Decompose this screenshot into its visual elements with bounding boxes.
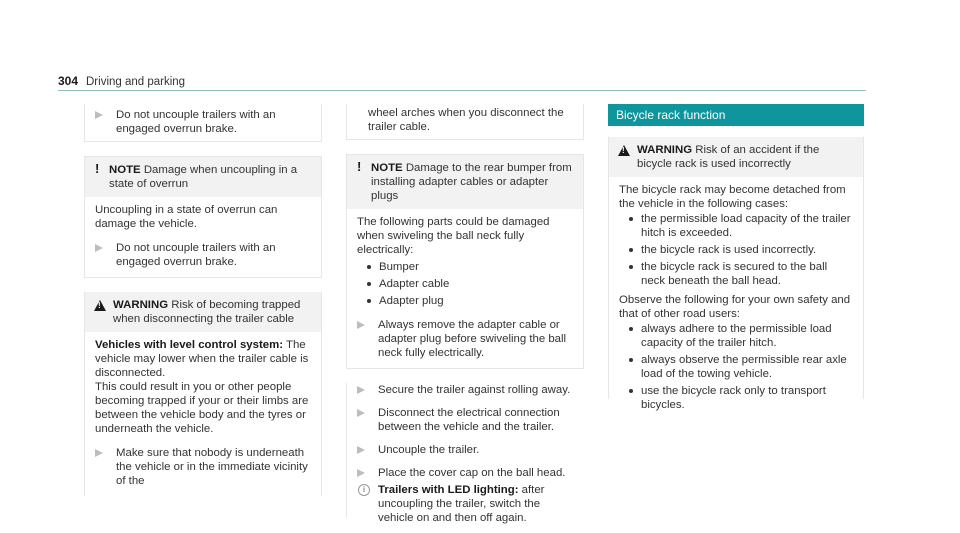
step-arrow-icon [95, 449, 103, 457]
list-item-text: use the bicycle rack only to transport bicycles. [641, 385, 826, 411]
step-arrow-icon [357, 446, 365, 454]
warning-header [609, 137, 863, 177]
list-item [619, 243, 854, 257]
step [95, 241, 312, 269]
note-body [347, 209, 583, 368]
list-item [357, 260, 574, 274]
page-header-title: Driving and parking [86, 76, 186, 88]
step-text: Uncouple the trailer. [378, 444, 480, 456]
step-arrow-icon [357, 321, 365, 329]
column-3 [608, 104, 864, 411]
step-text: Secure the trailer against rolling away. [378, 384, 571, 396]
step [95, 108, 313, 136]
list-item [357, 294, 574, 308]
list-item [619, 212, 854, 240]
note-head-text: Damage when uncoupling in a state of overrun [109, 164, 298, 190]
warning-triangle-icon [94, 300, 106, 311]
note-header [85, 157, 321, 197]
continued-step-text: wheel arches when you disconnect the trailer cable. [368, 107, 564, 133]
bullet-list [619, 322, 854, 412]
warning-box [608, 137, 864, 411]
list-item-text: the permissible load capacity of the trailer hitch is exceeded. [641, 213, 851, 239]
bullet-icon [629, 248, 633, 252]
info-text: after uncoupling the trailer, switch the vehicle on and then off again. [378, 484, 545, 524]
bullet-icon [367, 299, 371, 303]
warning-body [609, 177, 863, 420]
step-text: Disconnect the electrical connection between the vehicle and the trailer. [378, 407, 560, 433]
steps-box [346, 383, 584, 524]
warning-head-text: Risk of becoming trapped when disconnecting the trailer cable [113, 299, 301, 325]
step [357, 406, 576, 434]
step-arrow-icon [357, 469, 365, 477]
list-item-text: always observe the permissible rear axle load of the towing vehicle. [641, 354, 847, 380]
exclamation-icon: ! [95, 161, 100, 176]
warning-box [84, 292, 322, 496]
step-text: Do not uncouple trailers with an engaged overrun brake. [116, 242, 276, 268]
note-head-text: Damage to the rear bumper from installing adapter cables or adapter plugs [371, 162, 572, 202]
list-item-text: Adapter plug [379, 295, 444, 307]
bullet-icon [629, 265, 633, 269]
column-2 [346, 104, 584, 524]
warning-head-text: Risk of an accident if the bicycle rack is used incorrectly [637, 144, 820, 170]
warning-lead-text: The vehicle may lower when the trailer cable is disconnected. [95, 339, 309, 379]
top-step-box [84, 104, 322, 142]
warning-keyword: WARNING [113, 299, 169, 311]
step [357, 466, 576, 480]
warning-header [85, 292, 321, 332]
info-note [357, 483, 576, 525]
note-body-text: Uncoupling in a state of overrun can damage the vehicle. [95, 204, 278, 230]
step-text: Place the cover cap on the ball head. [378, 467, 566, 479]
list-item-text: always adhere to the permissible load capacity of the trailer hitch. [641, 323, 832, 349]
bullet-icon [629, 327, 633, 331]
column-1 [84, 104, 322, 496]
warning-triangle-icon [618, 145, 630, 156]
bullet-list [357, 260, 574, 308]
step-text: Always remove the adapter cable or adapter plug before swiveling the ball neck fully electrically. [378, 319, 567, 359]
list-item [619, 322, 854, 350]
list-item [619, 353, 854, 381]
warning-paragraph: This could result in you or other people becoming trapped if your or their limbs are between the vehicle body and the tyres or underneath the vehicle. [95, 381, 309, 435]
step [95, 446, 312, 488]
step-arrow-icon [357, 386, 365, 394]
step [357, 383, 576, 397]
warning-keyword: WARNING [637, 144, 693, 156]
section-title: Bicycle rack function [608, 104, 864, 126]
note-body [85, 197, 321, 277]
bullet-icon [629, 217, 633, 221]
list-item-text: Bumper [379, 261, 419, 273]
bullet-list [619, 212, 854, 288]
list-item-text: Adapter cable [379, 278, 450, 290]
exclamation-icon: ! [357, 159, 362, 174]
step [357, 443, 576, 457]
warning-intro: The bicycle rack may become detached from the vehicle in the following cases: [619, 184, 846, 210]
bullet-icon [629, 358, 633, 362]
step-arrow-icon [357, 409, 365, 417]
step-arrow-icon [95, 111, 103, 119]
info-bold-lead: Trailers with LED lighting: [378, 484, 519, 496]
warning-bold-lead: Vehicles with level control system: [95, 339, 284, 351]
page-number: 304 [58, 74, 79, 88]
warning-lead [95, 338, 312, 380]
continued-step-box [346, 104, 584, 140]
note-keyword: NOTE [109, 164, 141, 176]
step [357, 318, 574, 360]
list-item-text: the bicycle rack is used incorrectly. [641, 244, 817, 256]
bullet-icon [629, 389, 633, 393]
list-item [357, 277, 574, 291]
list-item [619, 384, 854, 412]
note-box [84, 156, 322, 278]
note-header [347, 155, 583, 209]
note-body-text: The following parts could be damaged when swiveling the ball neck fully electrically: [357, 216, 550, 256]
note-box [346, 154, 584, 369]
bullet-icon [367, 265, 371, 269]
info-icon: i [358, 484, 370, 496]
warning-body [85, 332, 321, 496]
note-keyword: NOTE [371, 162, 403, 174]
list-item [619, 260, 854, 288]
bullet-icon [367, 282, 371, 286]
header-divider [58, 90, 866, 91]
step-text: Do not uncouple trailers with an engaged overrun brake. [116, 109, 276, 135]
list-item-text: the bicycle rack is secured to the ball neck beneath the ball head. [641, 261, 828, 287]
warning-intro-2: Observe the following for your own safety and that of other road users: [619, 294, 851, 320]
step-arrow-icon [95, 244, 103, 252]
step-text: Make sure that nobody is underneath the vehicle or in the immediate vicinity of the [116, 447, 308, 487]
